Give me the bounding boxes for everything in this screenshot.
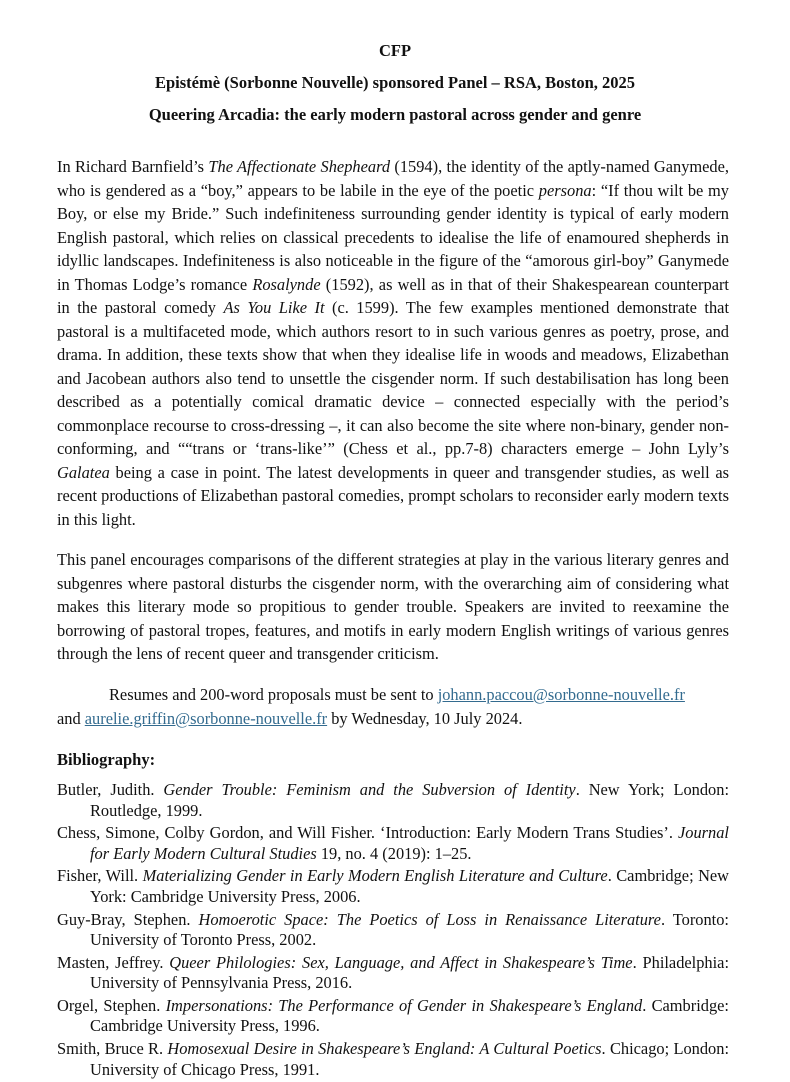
email-link-griffin[interactable]: aurelie.griffin@sorbonne-nouvelle.fr [84, 708, 328, 728]
paragraph-panel-aims [57, 548, 729, 666]
submission-info [57, 683, 729, 730]
paragraph-intro [57, 155, 729, 531]
bibliography-entry: Fisher, Will. Materializing Gender in Early Modern English Literature and Culture. Cambridge; New York: Cambridge University Press, 2006. [57, 866, 730, 906]
bibliography-entry: Butler, Judith. Gender Trouble: Feminism and the Subversion of Identity. New York; London: Routledge, 1999. [57, 780, 729, 820]
text-run: (c. 1599). The few examples mentioned demonstrate that pastoral is a multifaceted mode, which authors resort to in such various genres as poetry, prose, and drama. In addition, these texts show that when they idealise life in woods and meadows, Elizabethan and Jacobean authors also tend to unsettle the cisgender norm. If such destabilisation has long been described as a potentially comical dramatic device – connected especially with the period’s commonplace recourse to cross-dressing –, it can also become the site where non-binary, gender non-conforming, and ““trans or ‘trans-like’” (Chess et al., pp.7-8) characters emerge – John Lyly’s [57, 298, 730, 458]
bibliography-entry: Guy-Bray, Stephen. Homoerotic Space: The Poetics of Loss in Renaissance Literature. Toronto: University of Toronto Press, 2002. [57, 909, 729, 950]
deadline-text: by Wednesday, 10 July 2024. [327, 708, 523, 728]
work-title: Galatea [57, 462, 110, 482]
text-run: (1594), the identity of the aptly-named Ganymede, who is gendered as a “boy,” appears to be labile in the eye of the poetic [57, 157, 729, 200]
cfp-label: CFP [378, 41, 412, 60]
work-title: As You Like It [223, 298, 325, 317]
submission-text: and [57, 708, 85, 728]
bibliography-heading: Bibliography: [57, 750, 156, 769]
bibliography-entry: Masten, Jeffrey. Queer Philologies: Sex, Language, and Affect in Shakespeare’s Time. Philadelphia: University of Pennsylvania Press, 2016. [57, 952, 729, 993]
bibliography-entry: Smith, Bruce R. Homosexual Desire in Shakespeare’s England: A Cultural Poetics. Chicago; London: University of Chicago Press, 1991. [57, 1039, 729, 1079]
bibliography-entry: Chess, Simone, Colby Gordon, and Will Fisher. ‘Introduction: Early Modern Trans Studies’. Journal for Early Modern Cultural Studies 19, no. 4 (2019): 1–25. [57, 823, 729, 863]
text-run: : “If thou wilt be my Boy, or else my Bride.” Such indefiniteness surrounding gender identity is typical of early modern English pastoral, which relies on classical precedents to idealise the life of enamoured shepherds in idyllic landscapes. Indefiniteness is also noticeable in the figure of the “amorous girl-boy” Ganymede in Thomas Lodge’s romance [57, 180, 729, 294]
paragraph-text: This panel encourages comparisons of the different strategies at play in the various literary genres and subgenres where pastoral disturbs the cisgender norm, with the overarching aim of considering what makes this literary mode so propitious to gender trouble. Speakers are invited to reexamine the borrowing of pastoral tropes, features, and motifs in early modern English writings of various genres through the lens of recent queer and transgender criticism. [57, 550, 729, 663]
email-link-paccou[interactable]: johann.paccou@sorbonne-nouvelle.fr [437, 685, 685, 704]
bibliography-entry: Orgel, Stephen. Impersonations: The Performance of Gender in Shakespeare’s England. Cambridge: Cambridge University Press, 1996. [57, 995, 729, 1036]
text-run: being a case in point. The latest developments in queer and transgender studies, as well as recent productions of Elizabethan pastoral comedies, prompt scholars to reconsider early modern texts in this light. [57, 462, 729, 529]
page-title: Queering Arcadia: the early modern pastoral across gender and genre [148, 105, 642, 124]
bibliography-list [57, 780, 729, 1082]
work-title: The Affectionate Shepheard [208, 157, 391, 176]
text-run: In Richard Barnfield’s [57, 157, 209, 176]
work-title: Rosalynde [252, 274, 321, 294]
panel-heading: Epistémè (Sorbonne Nouvelle) sponsored Panel – RSA, Boston, 2025 [154, 73, 636, 92]
submission-text: Resumes and 200-word proposals must be sent to [109, 685, 438, 704]
text-run: (1592), as well as in that of their Shakespearean counterpart in the pastoral comedy [57, 274, 729, 317]
term-emphasis: persona [538, 180, 592, 200]
